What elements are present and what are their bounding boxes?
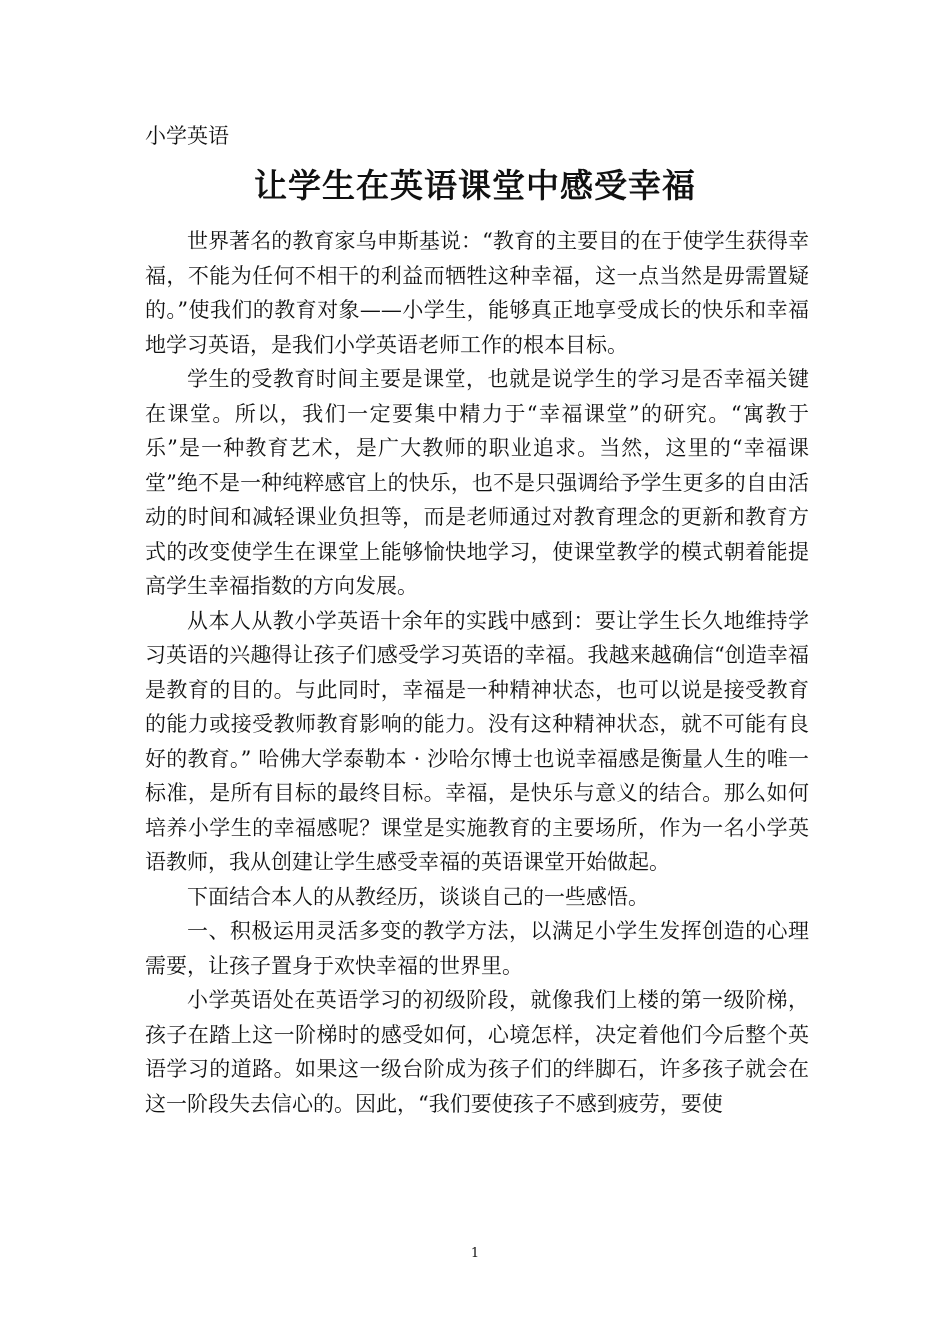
document-title: 让学生在英语课堂中感受幸福 <box>254 166 696 205</box>
document-category: 小学英语 <box>145 124 229 148</box>
paragraph: 世界著名的教育家乌申斯基说：“教育的主要目的在于使学生获得幸福，不能为任何不相干的利益而牺牲这种幸福，这一点当然是毋需置疑的。”使我们的教育对象——小学生，能够真正地享受成长的快乐和幸福地学习英语，是我们小学英语老师工作的根本目标。 <box>145 229 809 357</box>
section-heading-paragraph: 一、积极运用灵活多变的教学方法，以满足小学生发挥创造的心理需要，让孩子置身于欢快幸福的世界里。 <box>145 919 809 978</box>
paragraph: 学生的受教育时间主要是课堂，也就是说学生的学习是否幸福关键在课堂。所以，我们一定要集中精力于“幸福课堂”的研究。“寓教于乐”是一种教育艺术，是广大教师的职业追求。当然，这里的“幸福课堂”绝不是一种纯粹感官上的快乐，也不是只强调给予学生更多的自由活动的时间和减轻课业负担等，而是老师通过对教育理念的更新和教育方式的改变使学生在课堂上能够愉快地学习，使课堂教学的模式朝着能提高学生幸福指数的方向发展。 <box>145 367 809 598</box>
paragraph: 小学英语处在英语学习的初级阶段，就像我们上楼的第一级阶梯，孩子在踏上这一阶梯时的感受如何，心境怎样，决定着他们今后整个英语学习的道路。如果这一级台阶成为孩子们的绊脚石，许多孩子就会在这一阶段失去信心的。因此，“我们要使孩子不感到疲劳，要使 <box>145 988 809 1116</box>
page-number: 1 <box>470 1246 480 1261</box>
paragraph: 下面结合本人的从教经历，谈谈自己的一些感悟。 <box>187 884 649 909</box>
document-body <box>145 224 809 1121</box>
paragraph: 从本人从教小学英语十余年的实践中感到：要让学生长久地维持学习英语的兴趣得让孩子们感受学习英语的幸福。我越来越确信“创造幸福是教育的目的。与此同时，幸福是一种精神状态，也可以说是接受教育的能力或接受教师教育影响的能力。没有这种精神状态，就不可能有良好的教育。” 哈佛大学泰勒本 · 沙哈尔博士也说幸福感是衡量人生的唯一标准，是所有目标的最终目标。幸福，是快乐与意义的结合。那么如何培养小学生的幸福感呢？课堂是实施教育的主要场所，作为一名小学英语教师，我从创建让学生感受幸福的英语课堂开始做起。 <box>145 608 809 874</box>
